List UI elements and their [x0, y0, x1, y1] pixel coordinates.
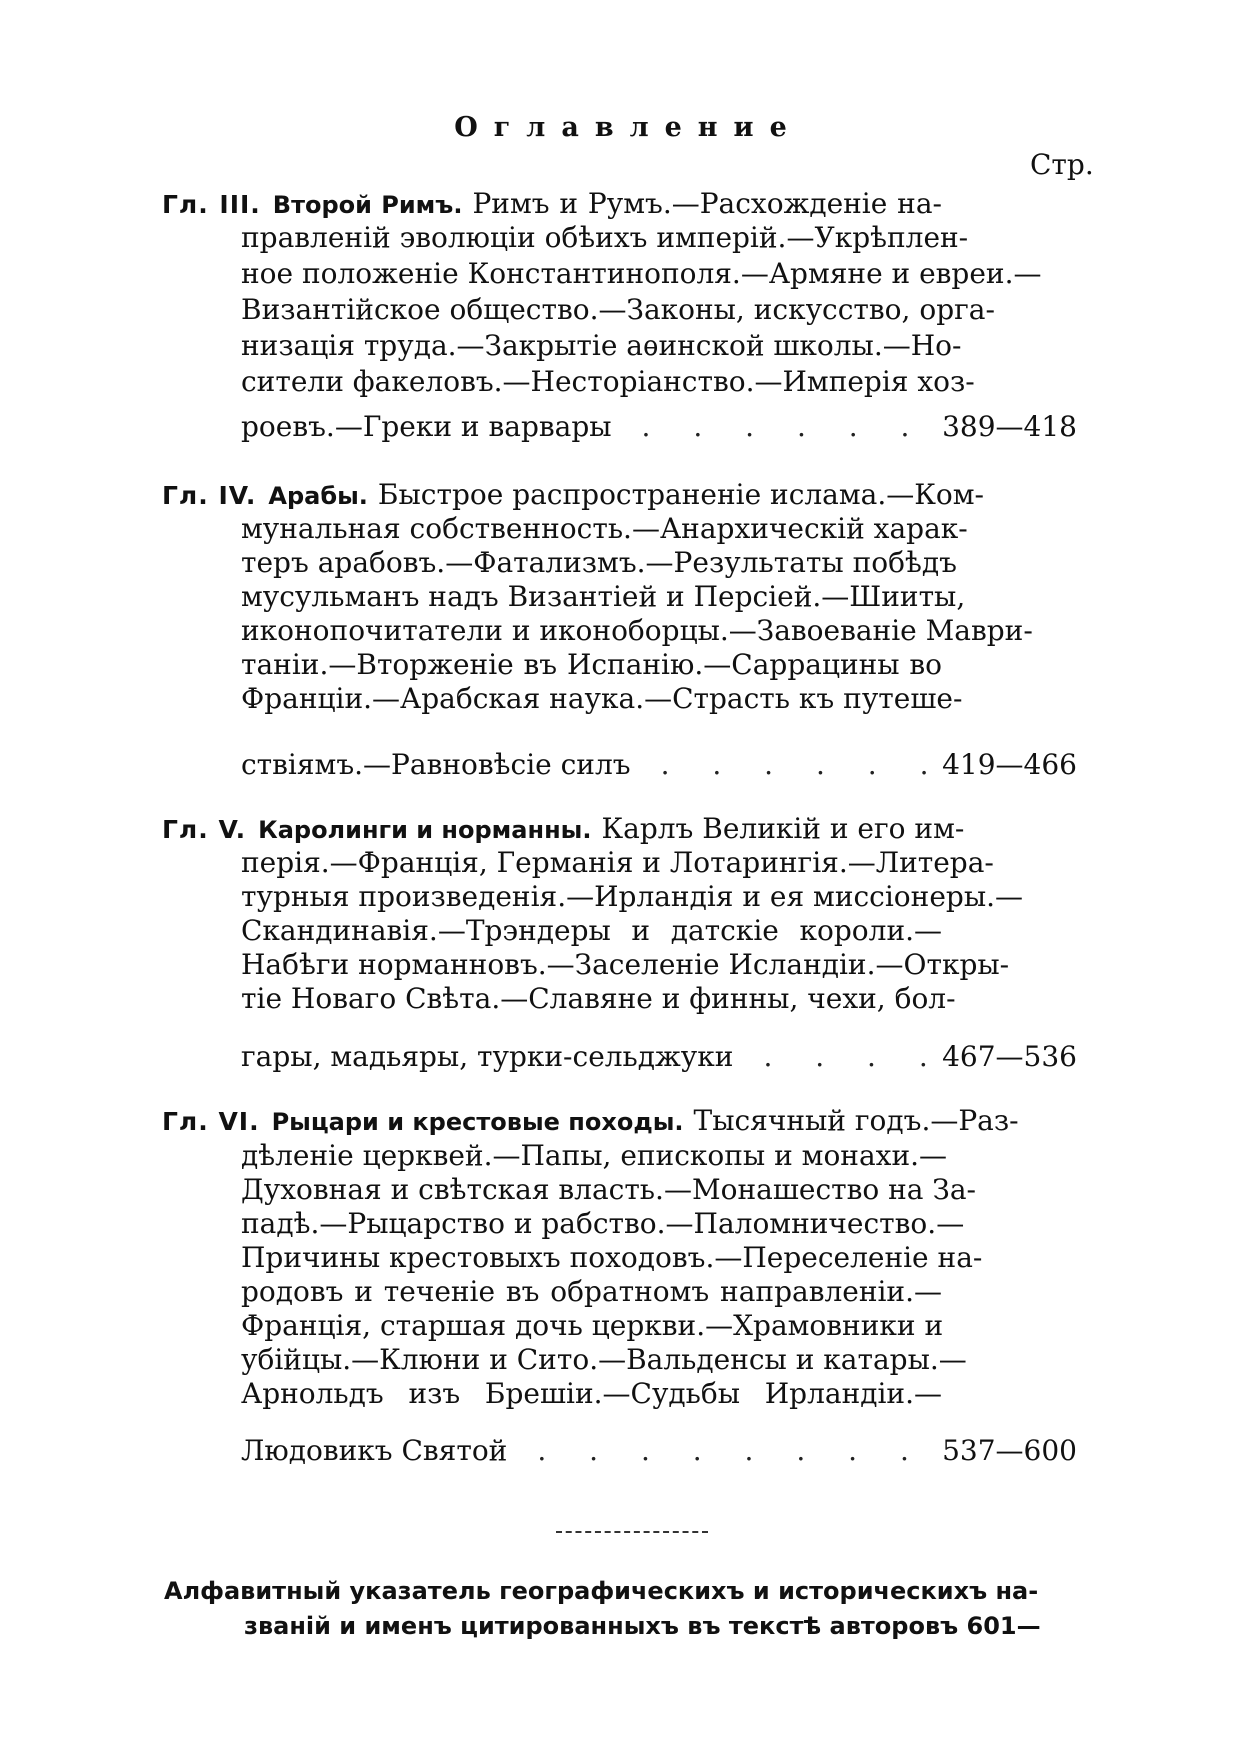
toc-line: сители факеловъ.—Несторіанство.—Имперія хоз- [241, 365, 975, 398]
toc-line-last [241, 1040, 1077, 1076]
toc-line: Франціи.—Арабская наука.—Страсть къ путеше- [241, 682, 963, 715]
toc-line: турныя произведенія.—Ирландія и ея миссіонеры.— [241, 880, 1024, 913]
toc-text: Тысячный годъ.—Раз- [693, 1104, 1019, 1137]
toc-text: роевъ.—Греки и варвары [241, 410, 612, 443]
toc-line-last [241, 748, 1077, 784]
index-entry-line: Алфавитный указатель географическихъ и историческихъ на- [164, 1577, 1039, 1605]
toc-text: Римъ и Румъ.—Расхожденіе на- [472, 187, 942, 220]
toc-line: убійцы.—Клюни и Сито.—Вальденсы и катары.— [241, 1343, 967, 1376]
chapter-label: Гл. IV. [162, 481, 257, 510]
leader-dots [642, 410, 937, 444]
leader-dots [763, 1040, 936, 1074]
toc-text: ствіямъ.—Равновѣсіе силъ [241, 748, 631, 781]
toc-line: Арнольдъ изъ Брешіи.—Судьбы Ирландіи.— [241, 1377, 942, 1410]
section-divider [556, 1531, 708, 1533]
toc-text: гары, мадьяры, турки-сельджуки [241, 1040, 734, 1073]
chapter-label: Гл. III. [162, 190, 261, 219]
toc-line: таніи.—Вторженіе въ Испанію.—Саррацины во [241, 648, 942, 681]
page-range: 389—418 [942, 410, 1077, 443]
leader-dots [661, 748, 937, 782]
chapter-heading: Каролинги и норманны. [258, 816, 592, 844]
toc-line: мусульманъ надъ Византіей и Персіей.—Шииты, [241, 580, 966, 613]
toc-line: Духовная и свѣтская власть.—Монашество на За- [241, 1173, 976, 1206]
leader-dots [537, 1434, 936, 1468]
toc-line [162, 187, 942, 223]
toc-line-last [241, 410, 1077, 446]
toc-line: тіе Новаго Свѣта.—Славяне и финны, чехи, бол- [241, 982, 956, 1015]
toc-text: Быстрое распространеніе ислама.—Ком- [377, 478, 985, 511]
toc-text: Карлъ Великій и его им- [601, 812, 965, 845]
page-title: Оглавление [454, 112, 803, 143]
chapter-heading: Рыцари и крестовые походы. [271, 1108, 684, 1136]
toc-line: Причины крестовыхъ походовъ.—Переселеніе на- [241, 1241, 983, 1274]
chapter-label: Гл. VI. [162, 1107, 260, 1136]
toc-line: перія.—Франція, Германія и Лотарингія.—Литера- [241, 846, 994, 879]
toc-line [162, 812, 965, 848]
toc-line: Скандинавія.—Трэндеры и датскіе короли.— [241, 914, 942, 947]
toc-line: дѣленіе церквей.—Папы, епископы и монахи.— [241, 1139, 948, 1172]
chapter-heading: Второй Римъ. [272, 191, 463, 219]
toc-line: родовъ и теченіе въ обратномъ направленіи.— [241, 1275, 942, 1308]
toc-line: Византійское общество.—Законы, искусство, орга- [241, 293, 995, 326]
toc-line: правленій эволюціи обѣихъ имперій.—Укрѣплен- [241, 221, 969, 254]
toc-line: низація труда.—Закрытіе аѳинской школы.—Но- [241, 329, 962, 362]
page-range: 419—466 [942, 748, 1077, 781]
index-entry-line: званій и именъ цитированныхъ въ текстѣ авторовъ 601— [244, 1612, 1041, 1640]
page-column-header: Стр. [1030, 148, 1094, 181]
chapter-label: Гл. V. [162, 815, 247, 844]
toc-text: Людовикъ Святой [241, 1434, 508, 1467]
toc-line: ное положеніе Константинополя.—Армяне и евреи.— [241, 257, 1042, 290]
toc-line: Набѣги норманновъ.—Заселеніе Исландіи.—Откры- [241, 948, 1010, 981]
chapter-heading: Арабы. [268, 482, 368, 510]
toc-line: мунальная собственность.—Анархическій харак- [241, 512, 968, 545]
toc-line: Франція, старшая дочь церкви.—Храмовники и [241, 1309, 944, 1342]
toc-line: падѣ.—Рыцарство и рабство.—Паломничество.— [241, 1207, 965, 1240]
toc-line-last [241, 1434, 1077, 1470]
toc-line: теръ арабовъ.—Фатализмъ.—Результаты побѣдъ [241, 546, 957, 579]
page-range: 467—536 [942, 1040, 1077, 1073]
toc-line: иконопочитатели и иконоборцы.—Завоеваніе Маври- [241, 614, 1033, 647]
toc-line [162, 1104, 1019, 1140]
page-range: 537—600 [942, 1434, 1077, 1467]
toc-line [162, 478, 985, 514]
